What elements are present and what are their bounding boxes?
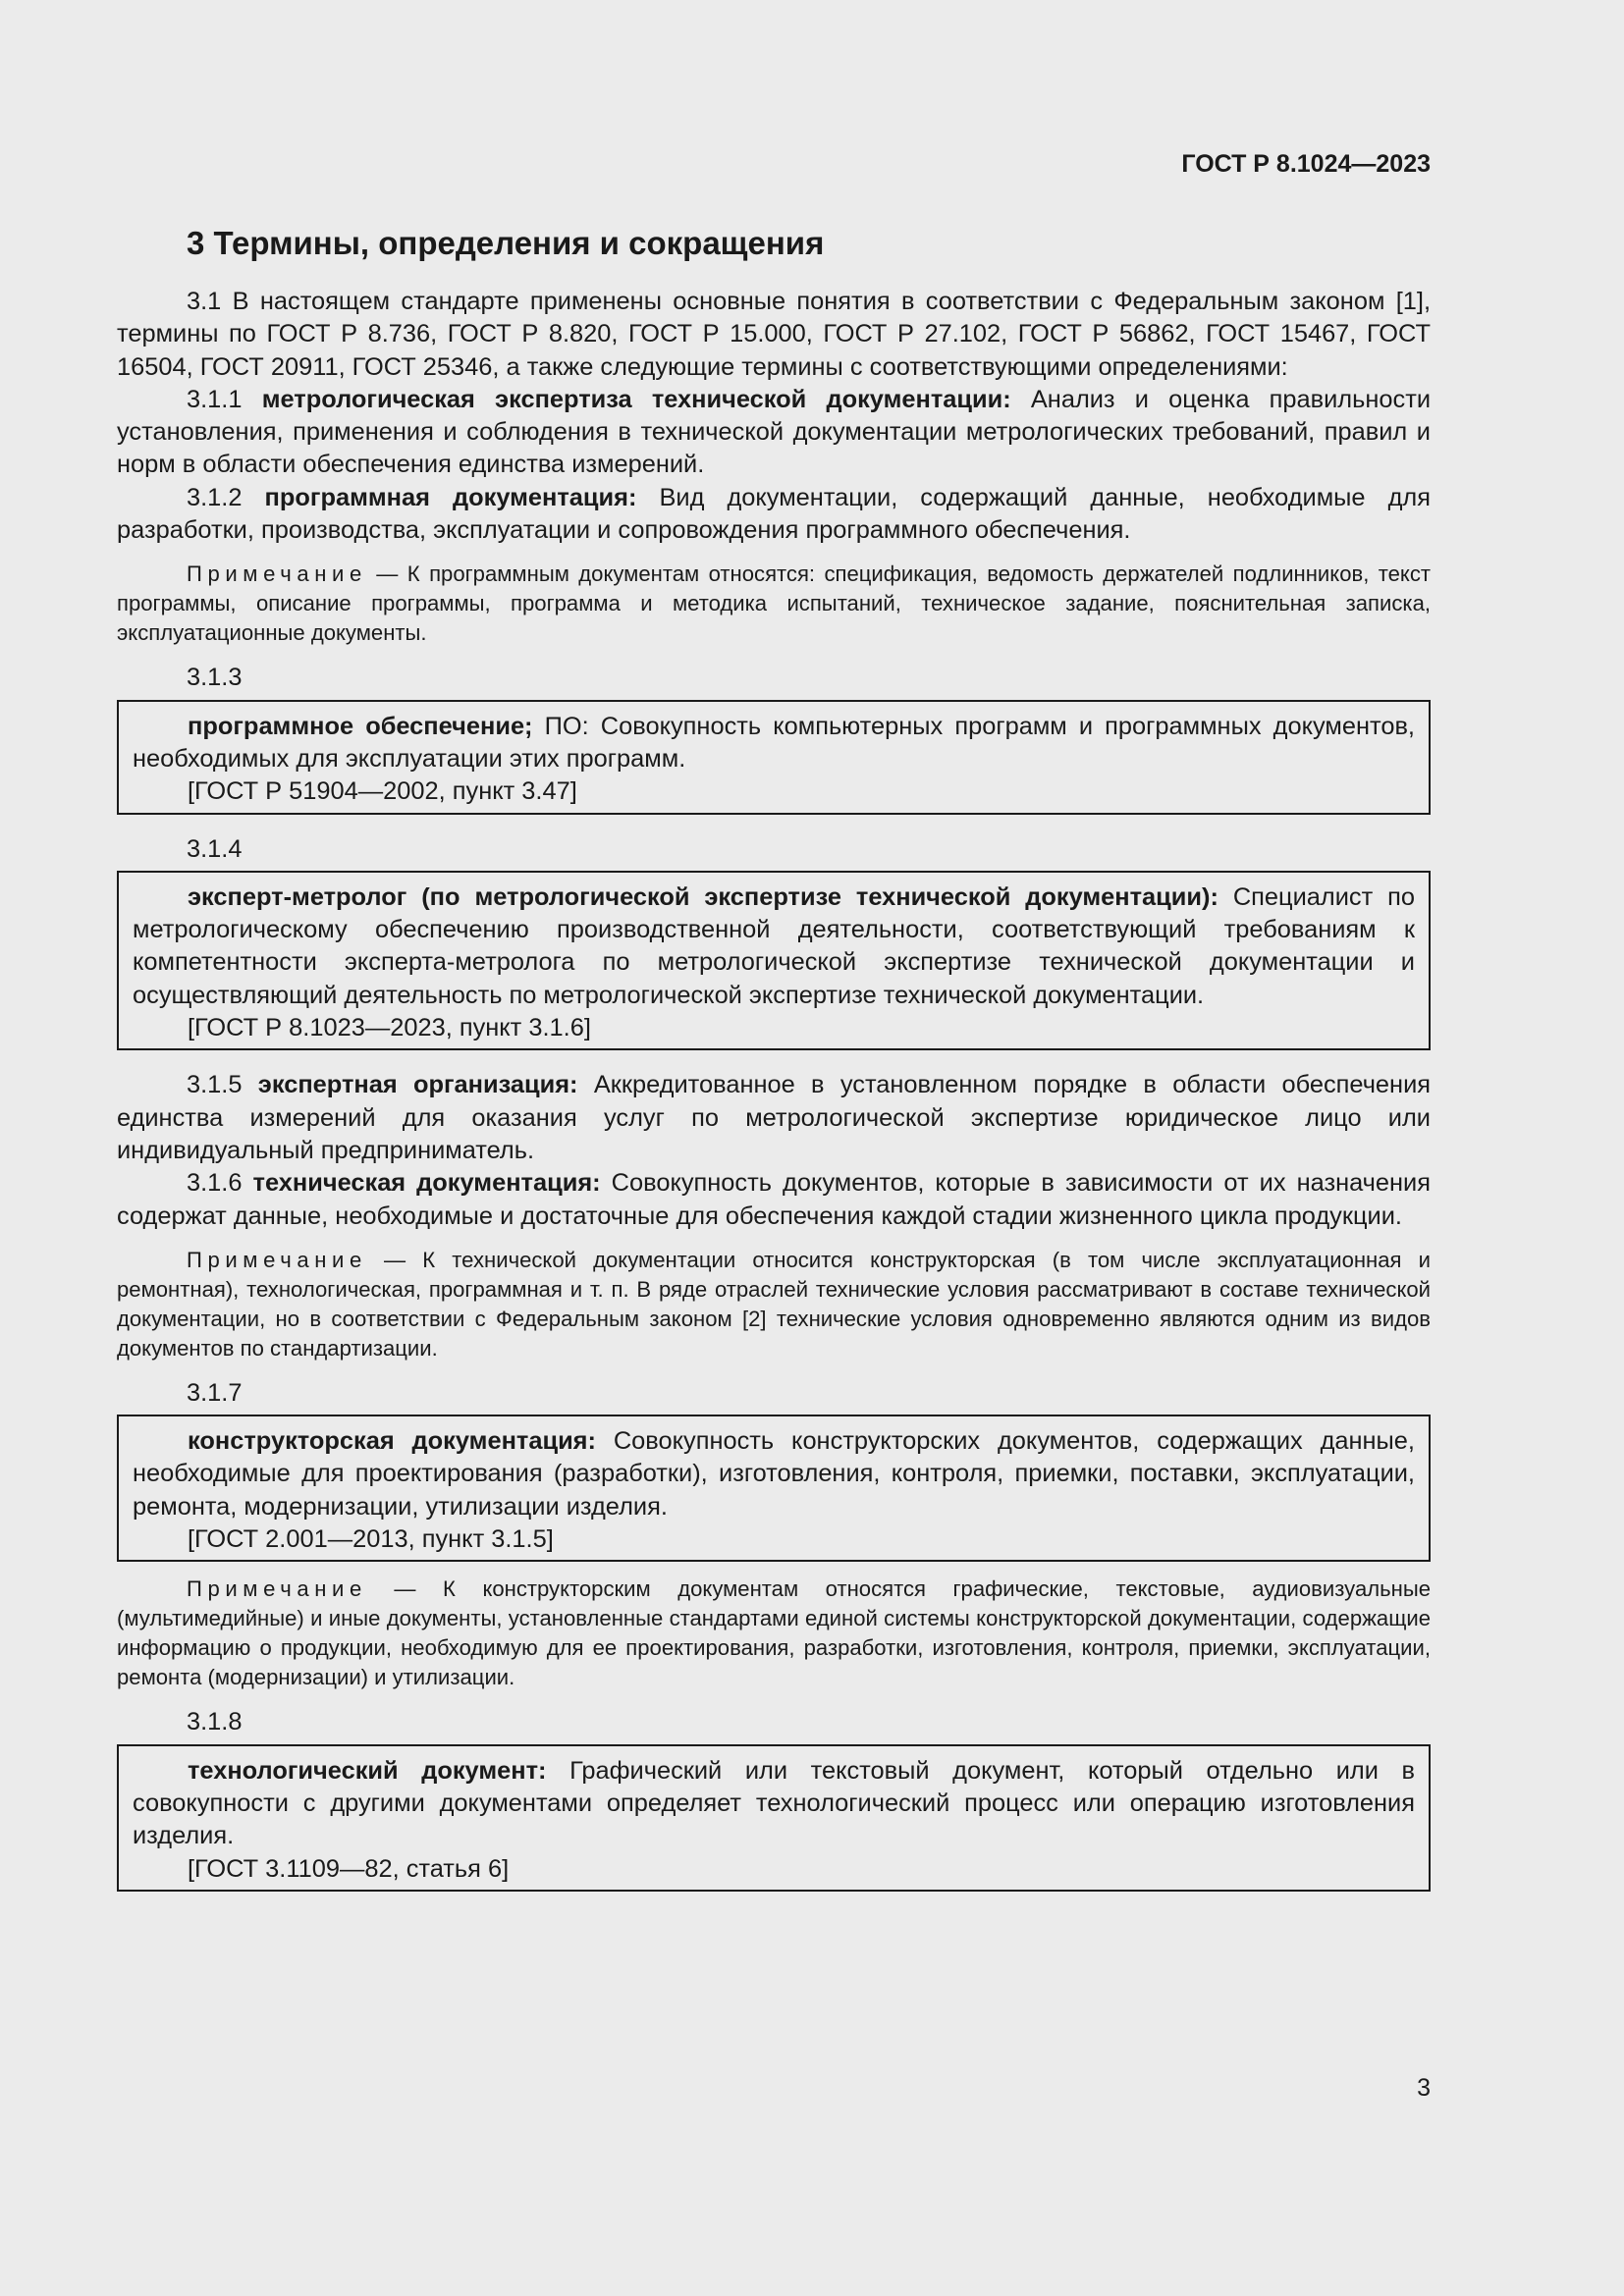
- term-name: эксперт-метролог (по метрологической экспертизе технической документации):: [188, 882, 1218, 911]
- term-definition: ПО: Совокупность компьютерных программ и программных документов, необходимых для эксплуатации этих программ.: [133, 712, 1415, 773]
- term-definition: Совокупность конструкторских документов, содержащих данные, необходимые для проектирования (разработки), изготовления, контроля, приемки, поставки, эксплуатации, ремонта, модернизации, утилизации изделия.: [133, 1427, 1415, 1521]
- term-definition: Совокупность документов, которые в зависимости от их назначения содержат данные, необходимые и достаточные для обеспечения каждой стадии жизненного цикла продукции.: [117, 1169, 1431, 1230]
- term-3-1-4: [133, 881, 1415, 1012]
- term-definition: Анализ и оценка правильности установления, применения и соблюдения в технической документации метрологических требований, правил и норм в области обеспечения единства измерений.: [117, 385, 1431, 479]
- term-number: 3.1.5: [187, 1071, 243, 1099]
- term-number-3-1-7: 3.1.7: [187, 1378, 243, 1407]
- term-3-1-8: [133, 1755, 1415, 1853]
- term-3-1-1: [117, 384, 1431, 482]
- paragraph-3-1: 3.1 В настоящем стандарте применены основные понятия в соответствии с Федеральным законом [1], термины по ГОСТ Р 8.736, ГОСТ Р 8.820, ГОСТ Р 15.000, ГОСТ Р 27.102, ГОСТ Р 56862, ГОСТ 15467, ГОСТ 16504, ГОСТ 20911, ГОСТ 25346, а также следующие термины с соответствующими определениями:: [117, 288, 1431, 381]
- note-label: Примечание: [187, 561, 367, 587]
- page-number: 3: [1417, 2074, 1431, 2102]
- term-definition: Вид документации, содержащий данные, необходимые для разработки, производства, эксплуатации и сопровождения программного обеспечения.: [117, 483, 1431, 545]
- term-box-3-1-3: [117, 700, 1431, 815]
- note-text: — К конструкторским документам относятся графические, текстовые, аудиовизуальные (мультимедийные) и иные документы, установленные стандартами единой системы конструкторской документации, содержащие информацию о продукции, необходимую для ее проектирования, разработки, изготовления, контроля, приемки, эксплуатации, ремонта (модернизации) и утилизации.: [117, 1576, 1431, 1690]
- note-label: Примечание: [187, 1247, 367, 1272]
- term-definition: Специалист по метрологическому обеспечению производственной деятельности, соответствующий требованиям к компетентности эксперта-метролога по метрологической экспертизе технической документации и осуществляющий деятельность по метрологической экспертизе технической документации.: [133, 882, 1415, 1009]
- term-3-1-5: [117, 1069, 1431, 1167]
- term-3-1-7: [133, 1425, 1415, 1523]
- term-source: [ГОСТ 3.1109—82, статья 6]: [188, 1854, 510, 1883]
- term-source: [ГОСТ 2.001—2013, пункт 3.1.5]: [188, 1525, 554, 1554]
- term-number-3-1-8: 3.1.8: [187, 1708, 243, 1736]
- term-3-1-6: [117, 1167, 1431, 1233]
- term-number: 3.1.1: [187, 385, 243, 413]
- section-title: 3 Термины, определения и сокращения: [187, 225, 825, 261]
- term-3-1-2: [117, 482, 1431, 548]
- term-name: программное обеспечение;: [188, 712, 533, 740]
- term-definition: Графический или текстовый документ, который отдельно или в совокупности с другими документами определяет технологический процесс или операцию изготовления изделия.: [133, 1756, 1415, 1850]
- term-number: 3.1.6: [187, 1169, 243, 1198]
- term-name: метрологическая экспертиза технической документации:: [261, 385, 1011, 413]
- term-number: 3.1.2: [187, 483, 243, 511]
- term-number-3-1-4: 3.1.4: [187, 834, 243, 863]
- term-box-3-1-7: [117, 1415, 1431, 1562]
- term-source: [ГОСТ Р 8.1023—2023, пункт 3.1.6]: [188, 1014, 591, 1042]
- term-name: конструкторская документация:: [188, 1427, 596, 1456]
- term-name: программная документация:: [264, 483, 637, 511]
- term-definition: Аккредитованное в установленном порядке в области обеспечения единства измерений для оказания услуг по метрологической экспертизе юридическое лицо или индивидуальный предприниматель.: [117, 1071, 1431, 1164]
- term-name: технологический документ:: [188, 1756, 547, 1785]
- document-code-header: ГОСТ Р 8.1024—2023: [1181, 150, 1431, 178]
- term-box-3-1-8: [117, 1744, 1431, 1892]
- note-text: — К программным документам относятся: спецификация, ведомость держателей подлинников, текст программы, описание программы, программа и методика испытаний, техническое задание, пояснительная записка, эксплуатационные документы.: [117, 561, 1431, 646]
- note-text: — К технической документации относится конструкторская (в том числе эксплуатационная и ремонтная), технологическая, программная и т. п. В ряде отраслей технические условия рассматривают в составе технической документации, но в соответствии с Федеральным законом [2] технические условия одновременно являются одним из видов документов по стандартизации.: [117, 1247, 1432, 1361]
- note-design-documents: [117, 1575, 1431, 1692]
- note-label: Примечание: [187, 1576, 367, 1602]
- note-program-documents: [117, 560, 1431, 648]
- term-name: экспертная организация:: [257, 1071, 578, 1099]
- term-name: техническая документация:: [252, 1169, 601, 1198]
- term-box-3-1-4: [117, 871, 1431, 1050]
- term-number-3-1-3: 3.1.3: [187, 664, 243, 692]
- term-source: [ГОСТ Р 51904—2002, пункт 3.47]: [188, 777, 577, 806]
- note-technical-documents: [117, 1246, 1431, 1363]
- section-body: [117, 286, 1431, 1910]
- term-3-1-3: [133, 711, 1415, 776]
